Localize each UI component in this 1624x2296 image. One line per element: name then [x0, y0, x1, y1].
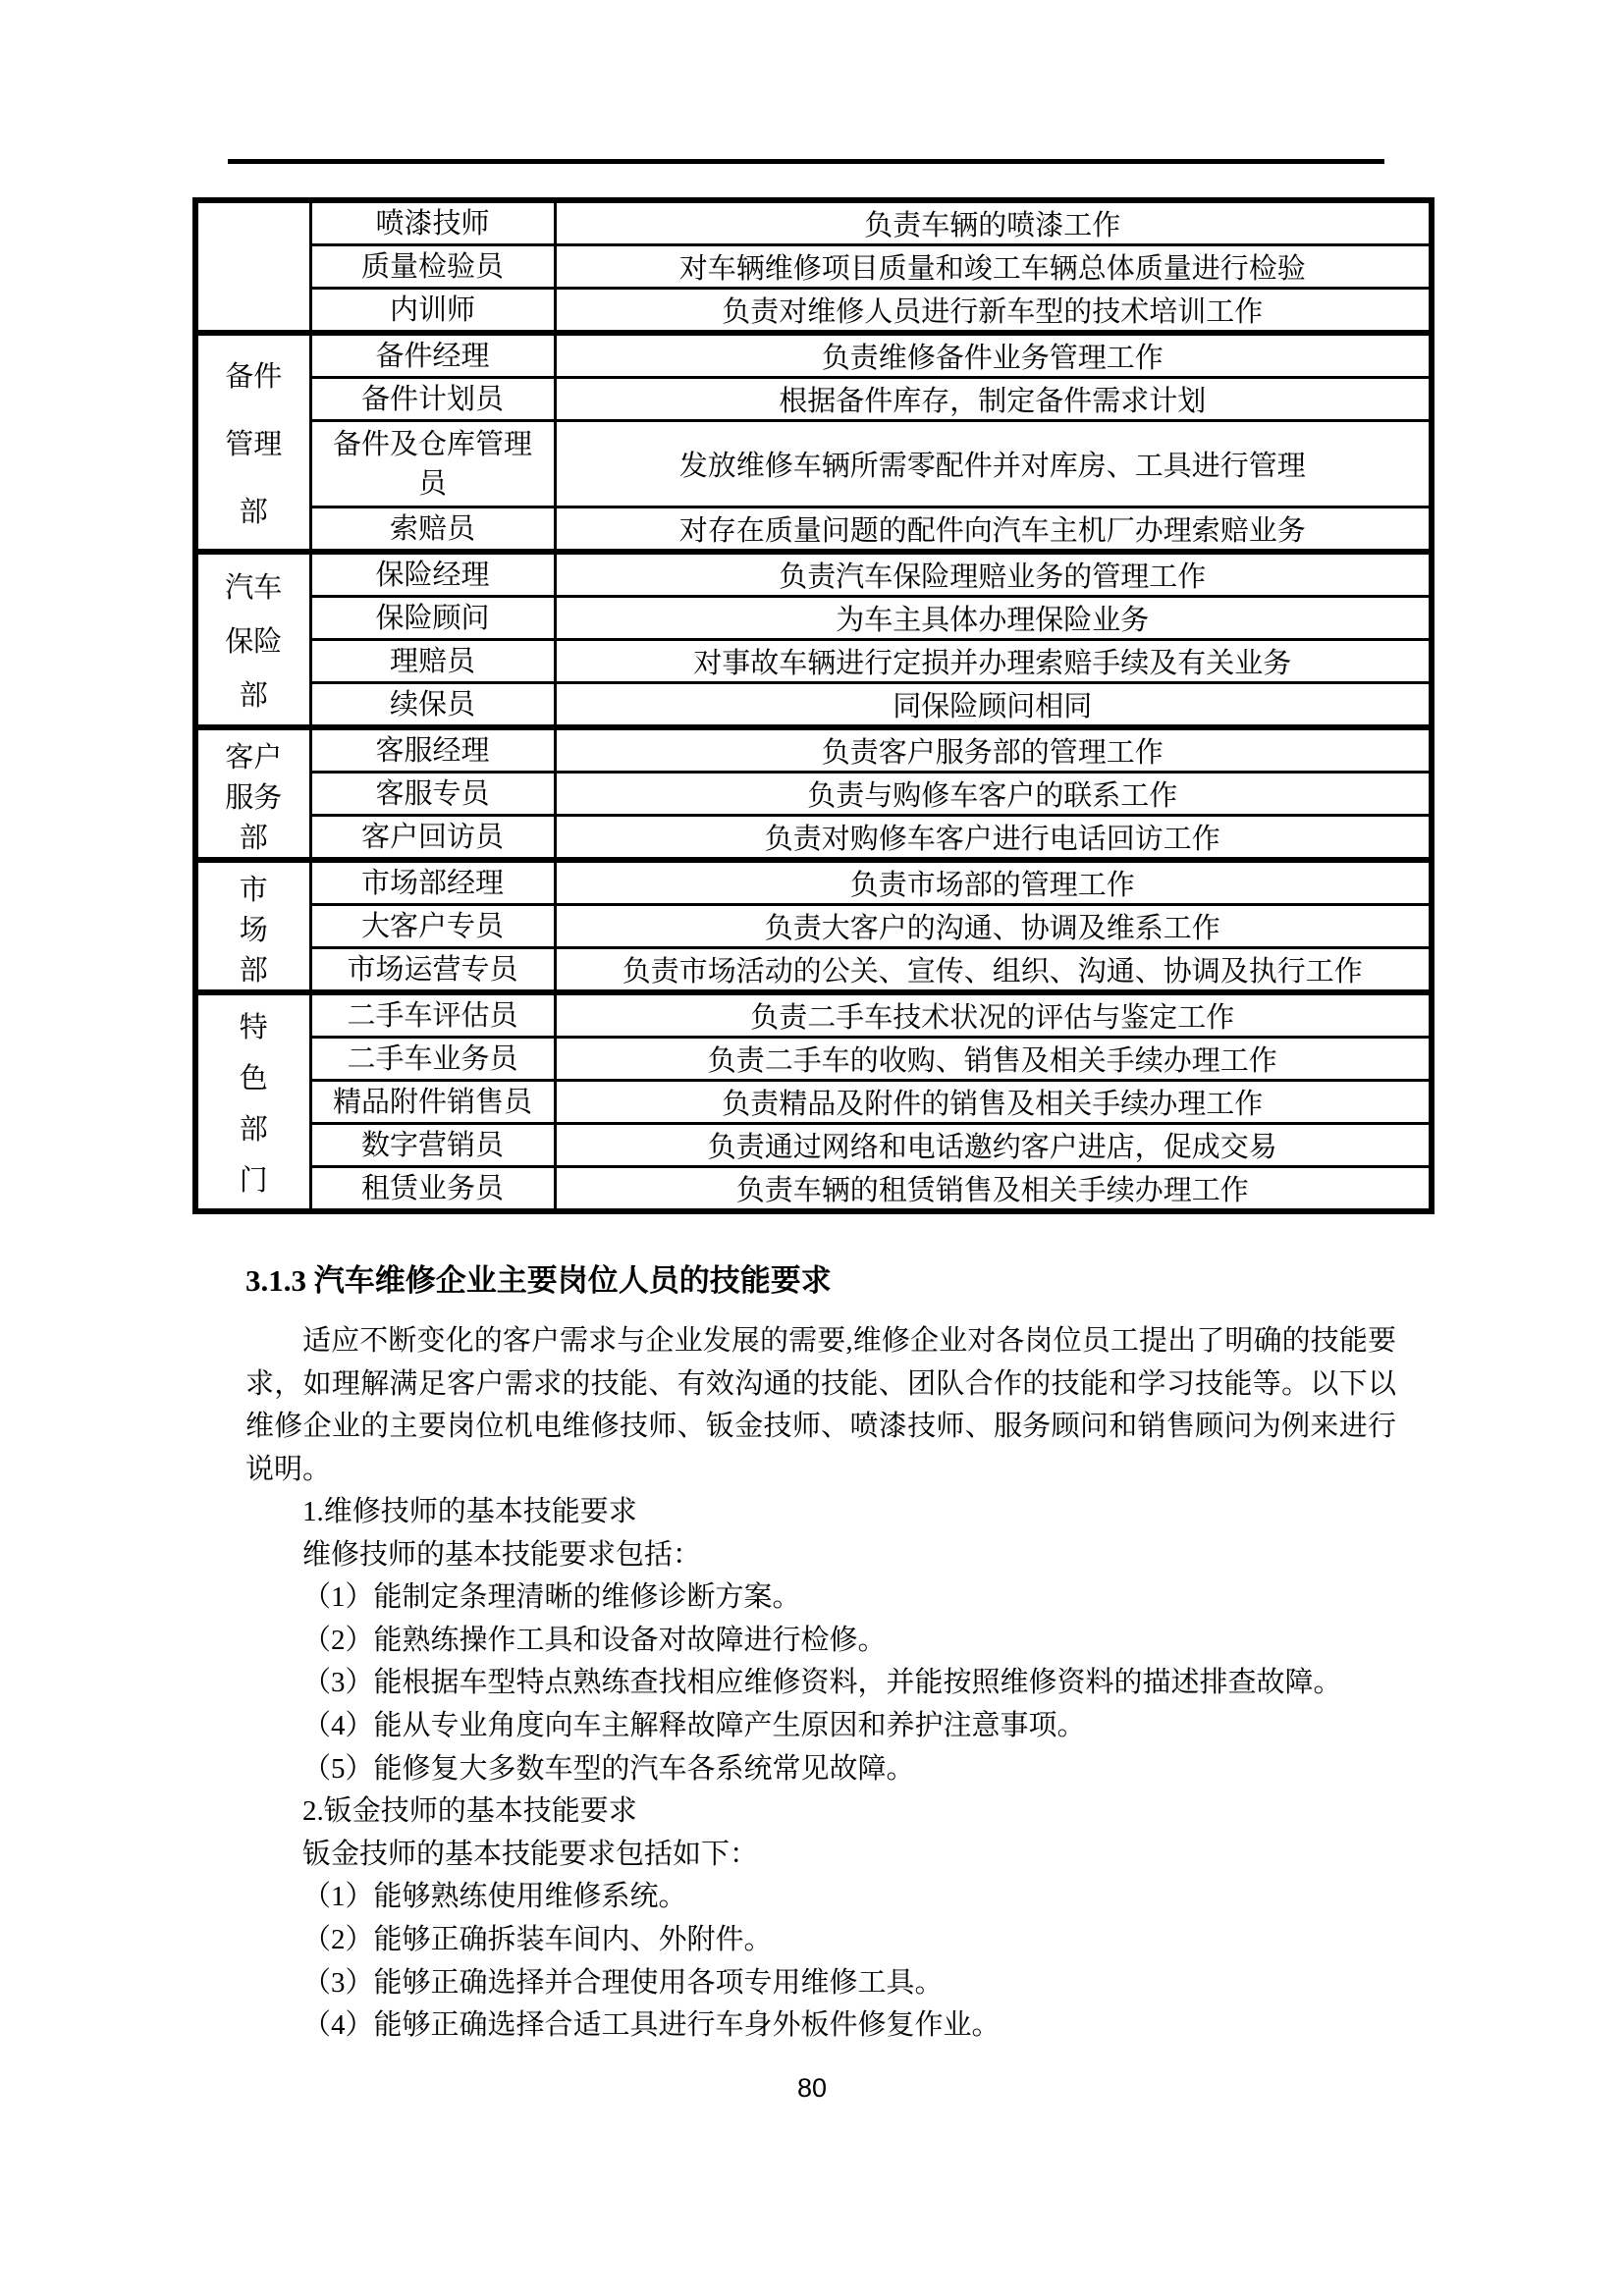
position-cell: [310, 597, 555, 640]
position-label: 内训师: [389, 294, 475, 326]
position-label: 续保员: [389, 688, 475, 721]
position-label: 数字营销员: [360, 1129, 504, 1161]
body-line: （5）能修复大多数车型的汽车各系统常见故障。: [302, 1752, 915, 1785]
position-label: 理赔员: [389, 645, 475, 677]
table-row: [195, 992, 1432, 1038]
position-cell: [310, 816, 555, 861]
positions-table: [192, 197, 1435, 1214]
body-line: （1）能制定条理清晰的维修诊断方案。: [302, 1581, 801, 1614]
dept-cell: [195, 860, 310, 992]
position-label: 索赔员: [389, 512, 475, 545]
duty-cell: 负责车辆的喷漆工作: [555, 200, 1432, 245]
duty-cell: 负责通过网络和电话邀约客户进店，促成交易: [555, 1124, 1432, 1167]
duty-cell: 负责大客户的沟通、协调及维系工作: [555, 905, 1432, 948]
table-row: [195, 200, 1432, 245]
table-row: [195, 948, 1432, 993]
dept-label-line: 特: [239, 1012, 268, 1043]
position-label: 二手车评估员: [347, 999, 518, 1032]
table-row: [195, 727, 1432, 773]
position-label: 客户回访员: [360, 821, 504, 853]
position-label: 质量检验员: [360, 250, 504, 283]
dept-label-line: 色: [239, 1063, 268, 1095]
dept-label-line: 保险: [225, 625, 283, 658]
body-line: 维修技师的基本技能要求包括：: [302, 1538, 702, 1571]
duty-cell: 负责市场部的管理工作: [555, 860, 1432, 905]
dept-cell: [195, 333, 310, 552]
duty-cell: 同保险顾问相同: [555, 683, 1432, 728]
position-label: 市场运营专员: [347, 953, 518, 986]
dept-label-line: 客户: [225, 741, 283, 774]
table-row: [195, 421, 1432, 507]
dept-label-line: 部: [239, 679, 268, 712]
body-line: （4）能够正确选择合适工具进行车身外板件修复作业。: [302, 2009, 1001, 2042]
table-row: [195, 245, 1432, 289]
dept-label-line: 部: [239, 497, 268, 529]
dept-label-line: 部: [239, 1114, 268, 1146]
body-line: 2.钣金技师的基本技能要求: [302, 1795, 637, 1828]
position-cell: [310, 552, 555, 597]
duty-cell: 负责车辆的租赁销售及相关手续办理工作: [555, 1167, 1432, 1212]
position-cell: [310, 421, 555, 507]
position-cell: [310, 200, 555, 245]
duty-cell: 负责二手车的收购、销售及相关手续办理工作: [555, 1038, 1432, 1081]
dept-label-line: 场: [239, 914, 268, 946]
table-row: [195, 640, 1432, 683]
body-line: （3）能够正确选择并合理使用各项专用维修工具。: [302, 1966, 944, 1999]
position-cell: [310, 905, 555, 948]
table-row: [195, 1081, 1432, 1124]
table-row: [195, 816, 1432, 861]
body-line: （1）能够熟练使用维修系统。: [302, 1881, 687, 1913]
body-line: 钣金技师的基本技能要求包括如下：: [302, 1838, 759, 1870]
duty-cell: 为车主具体办理保险业务: [555, 597, 1432, 640]
position-cell: [310, 1167, 555, 1212]
dept-label: [204, 560, 303, 721]
position-cell: [310, 860, 555, 905]
duty-cell: 负责维修备件业务管理工作: [555, 333, 1432, 378]
position-label: 大客户专员: [360, 910, 504, 942]
position-cell: [310, 948, 555, 993]
table-row: [195, 507, 1432, 553]
duty-cell: 负责汽车保险理赔业务的管理工作: [555, 552, 1432, 597]
body-line: （2）能熟练操作工具和设备对故障进行检修。: [302, 1624, 887, 1656]
table-row: [195, 683, 1432, 728]
position-label: 备件计划员: [360, 383, 504, 415]
position-label: 客服专员: [375, 777, 490, 810]
dept-label: [204, 735, 303, 853]
duty-cell: 对事故车辆进行定损并办理索赔手续及有关业务: [555, 640, 1432, 683]
body-line: （3）能根据车型特点熟练查找相应维修资料，并能按照维修资料的描述排查故障。: [302, 1667, 1342, 1699]
table-row: [195, 597, 1432, 640]
body-line: 1.维修技师的基本技能要求: [302, 1496, 637, 1527]
position-cell: [310, 507, 555, 553]
body-line: （2）能够正确拆装车间内、外附件。: [302, 1923, 773, 1955]
dept-label-line: 部: [239, 822, 268, 854]
table-row: [195, 289, 1432, 334]
duty-cell: 负责与购修车客户的联系工作: [555, 773, 1432, 816]
dept-label-line: 备件: [225, 360, 283, 393]
dept-label: [204, 341, 303, 545]
position-cell: [310, 1081, 555, 1124]
duty-cell: 负责市场活动的公关、宣传、组织、沟通、协调及执行工作: [555, 948, 1432, 993]
position-label: 喷漆技师: [375, 207, 490, 240]
duty-cell: 发放维修车辆所需零配件并对库房、工具进行管理: [555, 421, 1432, 507]
table-row: [195, 1124, 1432, 1167]
page-number: 80: [796, 2073, 828, 2103]
duty-cell: 对存在质量问题的配件向汽车主机厂办理索赔业务: [555, 507, 1432, 553]
duty-cell: 负责精品及附件的销售及相关手续办理工作: [555, 1081, 1432, 1124]
dept-cell: [195, 200, 310, 333]
dept-label-line: 门: [239, 1165, 268, 1197]
position-label: 保险顾问: [375, 602, 490, 634]
dept-label: [204, 868, 303, 986]
header-rule: [228, 159, 1384, 164]
position-cell: [310, 727, 555, 773]
dept-label-line: 服务: [225, 781, 283, 814]
duty-cell: 负责二手车技术状况的评估与鉴定工作: [555, 992, 1432, 1038]
body-line: （4）能从专业角度向车主解释故障产生原因和养护注意事项。: [302, 1709, 1086, 1741]
position-cell: [310, 333, 555, 378]
section-content: [245, 1257, 1396, 2048]
table-row: [195, 773, 1432, 816]
section-paragraph: 适应不断变化的客户需求与企业发展的需要,维修企业对各岗位员工提出了明确的技能要求，如理解满足客户需求的技能、有效沟通的技能、团队合作的技能和学习技能等。以下以维修企业的主要岗位机电维修技师、钣金技师、喷漆技师、服务顾问和销售顾问为例来进行说明。: [245, 1325, 1396, 1485]
dept-cell: [195, 552, 310, 727]
position-label: 备件及仓库管理员: [332, 428, 532, 500]
position-label: 二手车业务员: [347, 1042, 518, 1075]
position-label: 市场部经理: [360, 867, 504, 899]
table-row: [195, 552, 1432, 597]
position-label: 保险经理: [375, 559, 490, 591]
position-label: 租赁业务员: [360, 1172, 504, 1204]
position-cell: [310, 245, 555, 289]
table-row: [195, 378, 1432, 421]
dept-cell: [195, 992, 310, 1211]
dept-cell: [195, 727, 310, 860]
position-cell: [310, 640, 555, 683]
position-label: 精品附件销售员: [332, 1086, 532, 1118]
position-cell: [310, 1124, 555, 1167]
position-cell: [310, 773, 555, 816]
duty-cell: 根据备件库存，制定备件需求计划: [555, 378, 1432, 421]
dept-label-line: 汽车: [225, 572, 283, 605]
duty-cell: 负责对维修人员进行新车型的技术培训工作: [555, 289, 1432, 334]
dept-label: [204, 1000, 303, 1204]
position-cell: [310, 1038, 555, 1081]
position-cell: [310, 992, 555, 1038]
section-heading: 3.1.3 汽车维修企业主要岗位人员的技能要求: [245, 1263, 832, 1298]
position-cell: [310, 683, 555, 728]
table-row: [195, 905, 1432, 948]
table-row: [195, 1167, 1432, 1212]
duty-cell: 负责对购修车客户进行电话回访工作: [555, 816, 1432, 861]
section-lines: [245, 1491, 1396, 2048]
table-row: [195, 333, 1432, 378]
table-row: [195, 860, 1432, 905]
position-label: 备件经理: [375, 340, 490, 372]
dept-label-line: 市: [239, 874, 268, 906]
dept-label-line: 管理: [225, 428, 283, 460]
position-label: 客服经理: [375, 734, 490, 767]
table-row: [195, 1038, 1432, 1081]
dept-label-line: 部: [239, 954, 268, 987]
duty-cell: 对车辆维修项目质量和竣工车辆总体质量进行检验: [555, 245, 1432, 289]
position-cell: [310, 289, 555, 334]
duty-cell: 负责客户服务部的管理工作: [555, 727, 1432, 773]
position-cell: [310, 378, 555, 421]
dept-label: [204, 208, 303, 326]
